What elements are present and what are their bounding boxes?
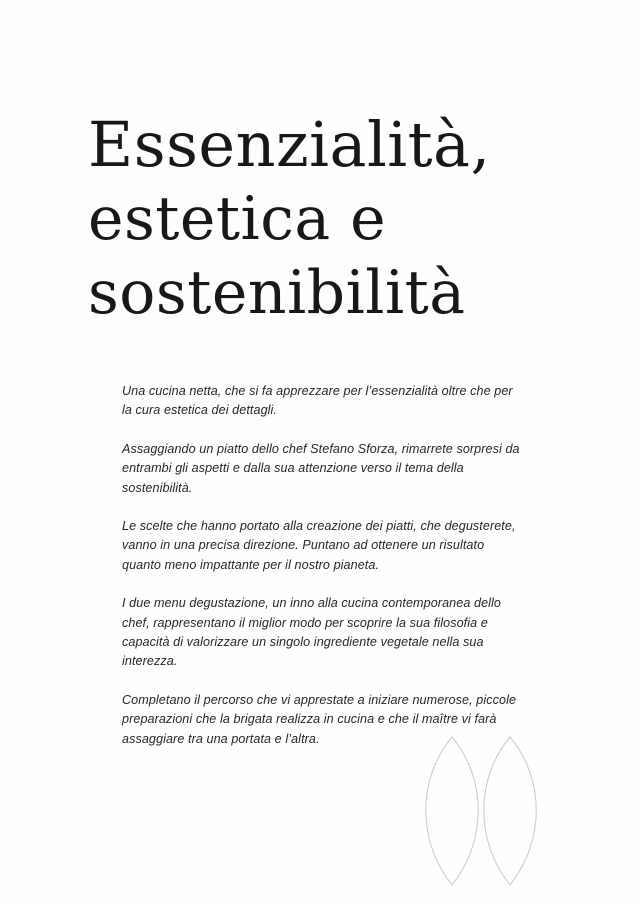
body-copy — [122, 382, 522, 749]
paragraph: Le scelte che hanno portato alla creazione dei piatti, che degusterete, vanno in una precisa direzione. Puntano ad ottenere un risultato quanto meno impattante per il nostro pianeta. — [122, 519, 516, 572]
paragraph: I due menu degustazione, un inno alla cucina contemporanea dello chef, rappresentano il miglior modo per scoprire la sua filosofia e capacità di valorizzare un singolo ingrediente vegetale nella sua interezza. — [122, 596, 501, 669]
title-line-3: sostenibilità — [88, 258, 466, 328]
page-title — [88, 108, 558, 330]
title-line-1: Essenzialità, — [88, 108, 491, 181]
paragraph: Una cucina netta, che si fa apprezzare per l’essenzialità oltre che per la cura estetica dei dettagli. — [122, 384, 513, 418]
title-line-2: estetica e — [88, 184, 387, 254]
two-leaves-outline-icon — [392, 737, 592, 887]
paragraph: Completano il percorso che vi apprestate a iniziare numerose, piccole preparazioni che la brigata realizza in cucina e che il maître vi farà assaggiare tra una portata e l’altra. — [122, 692, 517, 746]
paragraph: Assaggiando un piatto dello chef Stefano Sforza, rimarrete sorpresi da entrambi gli aspetti e dalla sua attenzione verso il tema della sostenibilità. — [122, 441, 520, 495]
